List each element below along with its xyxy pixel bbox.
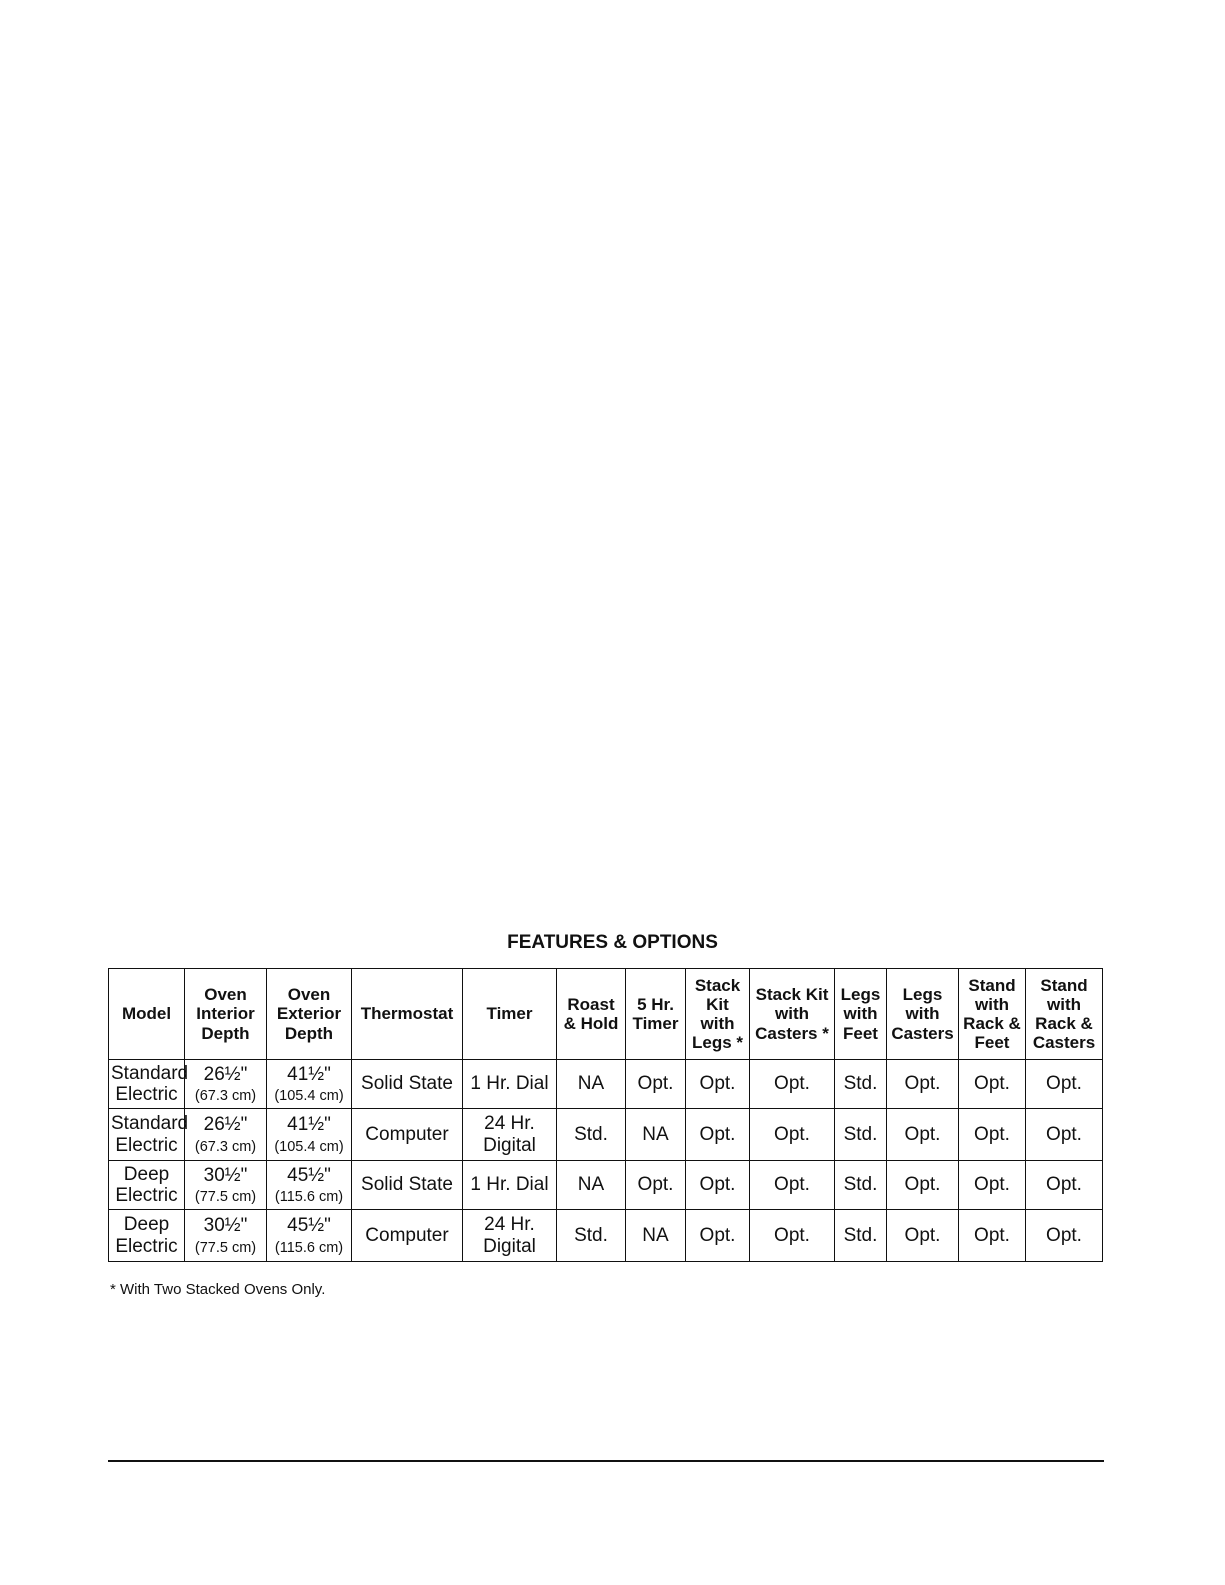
- dimension-inches: 30½": [203, 1215, 248, 1237]
- column-header: Stand with Rack & Casters: [1026, 969, 1103, 1060]
- legs-casters-cell: Opt.: [887, 1161, 959, 1210]
- stand-rack-casters-cell: Opt.: [1026, 1210, 1103, 1262]
- five-hr-timer-cell: NA: [626, 1210, 686, 1262]
- timer-cell: 24 Hr. Digital: [463, 1210, 557, 1262]
- dimension-inches: 26½": [203, 1063, 248, 1085]
- model-cell: [109, 1060, 189, 1109]
- column-header: Legs with Feet: [835, 969, 887, 1060]
- legs-casters-cell: Opt.: [887, 1109, 959, 1161]
- legs-casters-cell: Opt.: [887, 1060, 959, 1109]
- thermostat-cell: Computer: [352, 1210, 463, 1262]
- model-cell: [109, 1109, 189, 1161]
- five-hr-timer-cell: NA: [626, 1109, 686, 1161]
- stack-kit-legs-cell: Opt.: [686, 1210, 750, 1262]
- stack-kit-casters-cell: Opt.: [750, 1109, 835, 1161]
- dimension-cm: (105.4 cm): [274, 1088, 344, 1105]
- stand-rack-feet-cell: Opt.: [959, 1210, 1026, 1262]
- stand-rack-feet-cell: Opt.: [959, 1060, 1026, 1109]
- column-header: Oven Exterior Depth: [267, 969, 352, 1060]
- dimension-cm: (105.4 cm): [274, 1138, 344, 1155]
- header-row: [109, 969, 1103, 1060]
- stack-kit-casters-cell: Opt.: [750, 1210, 835, 1262]
- exterior-depth-cell: [267, 1161, 352, 1210]
- model-line: Electric: [115, 1185, 178, 1206]
- model-line: Electric: [115, 1134, 178, 1156]
- legs-feet-cell: Std.: [835, 1109, 887, 1161]
- five-hr-timer-cell: Opt.: [626, 1060, 686, 1109]
- dimension-cm: (67.3 cm): [194, 1138, 257, 1155]
- column-header: Roast & Hold: [557, 969, 626, 1060]
- legs-feet-cell: Std.: [835, 1161, 887, 1210]
- dimension-inches: 26½": [203, 1114, 248, 1136]
- stack-kit-legs-cell: Opt.: [686, 1109, 750, 1161]
- stack-kit-casters-cell: Opt.: [750, 1060, 835, 1109]
- model-line: Electric: [115, 1084, 178, 1105]
- interior-depth-cell: [185, 1161, 267, 1210]
- exterior-depth-cell: [267, 1060, 352, 1109]
- stack-kit-casters-cell: Opt.: [750, 1161, 835, 1210]
- footnote: * With Two Stacked Ovens Only.: [110, 1281, 326, 1298]
- column-header: 5 Hr. Timer: [626, 969, 686, 1060]
- model-cell: [109, 1210, 185, 1262]
- column-header: Legs with Casters: [887, 969, 959, 1060]
- thermostat-cell: Computer: [352, 1109, 463, 1161]
- footer-rule: [108, 1460, 1104, 1462]
- stand-rack-casters-cell: Opt.: [1026, 1161, 1103, 1210]
- dimension-inches: 41½": [287, 1114, 331, 1136]
- legs-casters-cell: Opt.: [887, 1210, 959, 1262]
- column-header: Timer: [463, 969, 557, 1060]
- roast-hold-cell: NA: [557, 1060, 626, 1109]
- table-row: [109, 1210, 1103, 1262]
- interior-depth-cell: [185, 1210, 267, 1262]
- column-header: Stack Kit with Legs *: [686, 969, 750, 1060]
- exterior-depth-cell: [267, 1210, 352, 1262]
- roast-hold-cell: Std.: [557, 1109, 626, 1161]
- model-cell: [109, 1161, 185, 1210]
- table-row: [109, 1060, 1103, 1109]
- legs-feet-cell: Std.: [835, 1060, 887, 1109]
- model-line: Deep: [123, 1163, 170, 1185]
- stand-rack-feet-cell: Opt.: [959, 1161, 1026, 1210]
- column-header: Stack Kit with Casters *: [750, 969, 835, 1060]
- roast-hold-cell: NA: [557, 1161, 626, 1210]
- dimension-inches: 45½": [287, 1215, 331, 1237]
- model-line: Standard: [111, 1113, 189, 1135]
- dimension-cm: (77.5 cm): [194, 1189, 257, 1206]
- features-options-table: [108, 968, 1103, 1262]
- stand-rack-casters-cell: Opt.: [1026, 1109, 1103, 1161]
- timer-cell: 24 Hr. Digital: [463, 1109, 557, 1161]
- dimension-cm: (67.3 cm): [194, 1088, 257, 1105]
- stack-kit-legs-cell: Opt.: [686, 1060, 750, 1109]
- stand-rack-casters-cell: Opt.: [1026, 1060, 1103, 1109]
- model-line: Electric: [115, 1235, 178, 1257]
- stack-kit-legs-cell: Opt.: [686, 1161, 750, 1210]
- page-title: FEATURES & OPTIONS: [507, 932, 718, 953]
- table-row: [109, 1161, 1103, 1210]
- interior-depth-cell: [185, 1109, 267, 1161]
- interior-depth-cell: [185, 1060, 267, 1109]
- exterior-depth-cell: [267, 1109, 352, 1161]
- dimension-cm: (115.6 cm): [274, 1189, 344, 1206]
- column-header: Oven Interior Depth: [185, 969, 267, 1060]
- dimension-cm: (115.6 cm): [274, 1239, 344, 1256]
- table-row: [109, 1109, 1103, 1161]
- timer-cell: 1 Hr. Dial: [463, 1161, 557, 1210]
- timer-cell: 1 Hr. Dial: [463, 1060, 557, 1109]
- thermostat-cell: Solid State: [352, 1161, 463, 1210]
- stand-rack-feet-cell: Opt.: [959, 1109, 1026, 1161]
- legs-feet-cell: Std.: [835, 1210, 887, 1262]
- model-line: Standard: [111, 1062, 189, 1084]
- five-hr-timer-cell: Opt.: [626, 1161, 686, 1210]
- thermostat-cell: Solid State: [352, 1060, 463, 1109]
- roast-hold-cell: Std.: [557, 1210, 626, 1262]
- column-header: Model: [109, 969, 185, 1060]
- column-header: Thermostat: [352, 969, 463, 1060]
- dimension-inches: 30½": [203, 1164, 248, 1186]
- model-line: Deep: [123, 1214, 170, 1236]
- dimension-inches: 45½": [287, 1164, 331, 1186]
- dimension-inches: 41½": [287, 1063, 331, 1085]
- dimension-cm: (77.5 cm): [194, 1239, 257, 1256]
- column-header: Stand with Rack & Feet: [959, 969, 1026, 1060]
